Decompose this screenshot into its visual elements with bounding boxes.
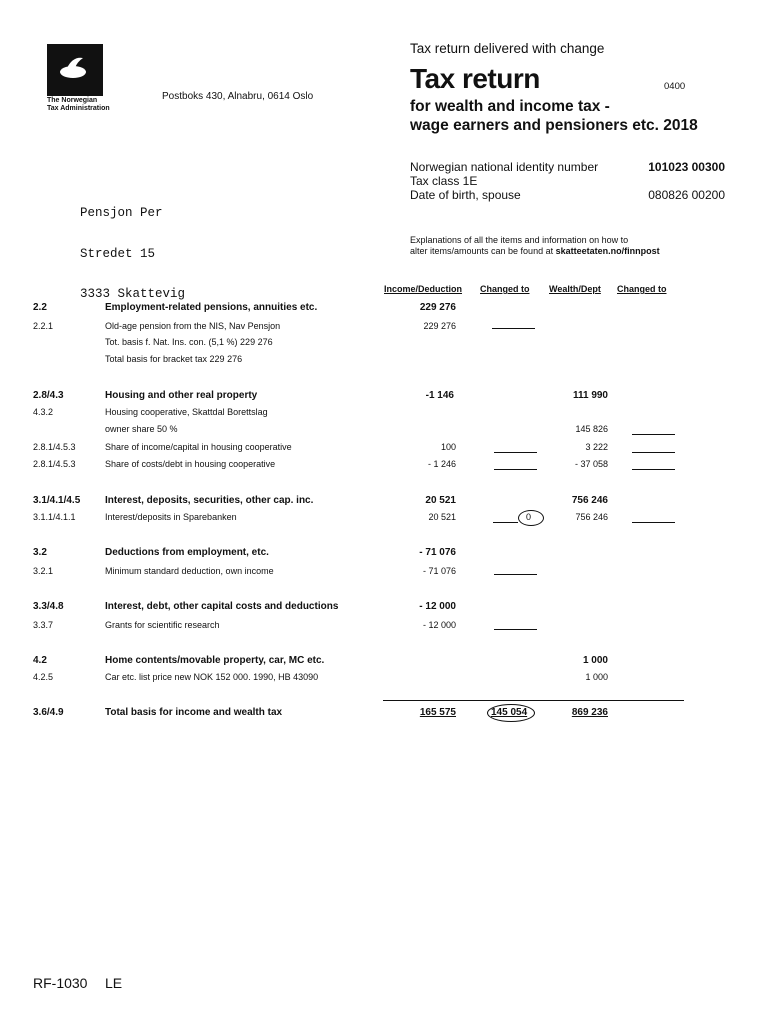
- row-description: Share of income/capital in housing cooperative: [105, 442, 292, 452]
- form-subtitle: Tax return delivered with change: [410, 41, 605, 56]
- row-wealth: - 37 058: [574, 459, 608, 469]
- row-description: Interest/deposits in Sparebanken: [105, 512, 237, 522]
- row-description: Home contents/movable property, car, MC etc.: [105, 655, 325, 666]
- explanation-line1: Explanations of all the items and information on how to: [410, 235, 629, 245]
- recipient-address: [80, 180, 185, 315]
- row-description: Interest, deposits, securities, other cap. inc.: [105, 495, 314, 506]
- total-income: 165 575: [419, 707, 456, 718]
- changed-to-income-field[interactable]: [494, 452, 537, 453]
- form-title: Tax return: [410, 63, 540, 94]
- row-code: 3.1.1/4.1.1: [33, 512, 76, 522]
- explanation-line2-prefix: alter items/amounts can be found at: [410, 246, 556, 256]
- row-code: 3.2: [33, 547, 47, 558]
- row-income: 100: [440, 442, 456, 452]
- spouse-dob-label: Date of birth, spouse: [410, 188, 521, 202]
- agency-name-line2: Tax Administration: [47, 105, 110, 112]
- spouse-dob-value: 080826 00200: [648, 188, 725, 202]
- row-wealth: 3 222: [585, 442, 608, 452]
- row-income: - 12 000: [422, 620, 456, 630]
- row-description: Employment-related pensions, annuities etc.: [105, 302, 318, 313]
- row-income: 229 276: [419, 302, 456, 313]
- changed-to-wealth-field[interactable]: [632, 469, 675, 470]
- row-income: -1 146: [425, 390, 454, 401]
- row-income: 229 276: [423, 321, 456, 331]
- tax-administration-logo: [47, 44, 103, 96]
- changed-to-wealth-field[interactable]: [632, 434, 675, 435]
- row-code: 3.2.1: [33, 566, 54, 576]
- total-code: 3.6/4.9: [33, 707, 64, 718]
- row-wealth: 756 246: [575, 512, 608, 522]
- column-income-deduction: Income/Deduction: [384, 284, 463, 294]
- row-wealth: 1 000: [585, 672, 608, 682]
- row-code: 3.3/4.8: [33, 601, 64, 612]
- row-description: Interest, debt, other capital costs and deductions: [105, 601, 339, 612]
- row-income: - 1 246: [427, 459, 456, 469]
- column-wealth-debt: Wealth/Dept: [549, 284, 601, 294]
- row-code: 4.2: [33, 655, 47, 666]
- changed-to-income-field[interactable]: [494, 469, 537, 470]
- row-wealth: 1 000: [582, 655, 608, 666]
- agency-name: [47, 97, 110, 113]
- row-description: Old-age pension from the NIS, Nav Pensjon: [105, 321, 281, 331]
- row-description: Housing cooperative, Skattdal Borettslag: [105, 407, 268, 417]
- row-code: 3.1/4.1/4.5: [33, 495, 81, 506]
- row-code: 2.8.1/4.5.3: [33, 442, 76, 452]
- row-wealth: 111 990: [572, 390, 608, 401]
- form-title-line2: for wealth and income tax -: [410, 98, 610, 115]
- recipient-name: Pensjon Per: [80, 206, 163, 220]
- row-income: - 12 000: [419, 601, 456, 612]
- row-code: 2.2: [33, 302, 47, 313]
- row-description: Car etc. list price new NOK 152 000. 1990, HB 43090: [105, 672, 319, 682]
- recipient-street: Stredet 15: [80, 246, 156, 261]
- changed-to-income-value[interactable]: 0: [526, 512, 532, 522]
- identity-labels: [410, 160, 598, 202]
- changed-to-income-field[interactable]: [493, 522, 518, 523]
- total-divider: [383, 700, 684, 701]
- changed-to-income-field[interactable]: [494, 629, 537, 630]
- row-income: - 71 076: [422, 566, 456, 576]
- row-code: 2.2.1: [33, 321, 54, 331]
- changed-to-income-field[interactable]: [492, 328, 535, 329]
- form-number: RF-1030: [33, 975, 88, 991]
- row-code: 2.8.1/4.5.3: [33, 459, 76, 469]
- column-changed-to-income: Changed to: [480, 284, 530, 294]
- recipient-city: 3333 Skattevig: [80, 287, 186, 301]
- nin-value: 101023 00300: [648, 160, 725, 174]
- column-changed-to-wealth: Changed to: [617, 284, 667, 294]
- row-description: Minimum standard deduction, own income: [105, 566, 274, 576]
- row-description: Housing and other real property: [105, 390, 258, 401]
- row-code: 4.2.5: [33, 672, 54, 682]
- row-code: 2.8/4.3: [33, 390, 64, 401]
- row-wealth: 756 246: [571, 495, 608, 506]
- changed-to-income-field[interactable]: [494, 574, 537, 575]
- form-title-sub: [410, 97, 698, 135]
- changed-to-wealth-field[interactable]: [632, 522, 675, 523]
- changed-total-income[interactable]: 145 054: [491, 707, 528, 718]
- logo-emblem-icon: [47, 44, 103, 96]
- row-description: Deductions from employment, etc.: [105, 547, 269, 558]
- explanation-link[interactable]: skatteetaten.no/finnpost: [555, 246, 660, 256]
- row-description: owner share 50 %: [105, 424, 178, 434]
- postal-address: Postboks 430, Alnabru, 0614 Oslo: [162, 91, 314, 102]
- nin-label: Norwegian national identity number: [410, 160, 599, 174]
- row-income: - 71 076: [419, 547, 456, 558]
- row-description: Share of costs/debt in housing cooperative: [105, 459, 276, 469]
- row-description: Tot. basis f. Nat. Ins. con. (5,1 %) 229 276: [105, 337, 273, 347]
- explanation-text: [410, 235, 660, 257]
- row-wealth: 145 826: [575, 424, 608, 434]
- row-income: 20 521: [428, 512, 456, 522]
- tax-class: Tax class 1E: [410, 174, 478, 188]
- form-title-line3: wage earners and pensioners etc. 2018: [410, 117, 698, 134]
- total-description: Total basis for income and wealth tax: [105, 707, 283, 718]
- agency-name-line1: The Norwegian: [47, 97, 98, 104]
- explanation-line2: [410, 246, 660, 257]
- form-language: LE: [105, 975, 123, 991]
- row-code: 4.3.2: [33, 407, 54, 417]
- changed-to-wealth-field[interactable]: [632, 452, 675, 453]
- row-description: Grants for scientific research: [105, 620, 220, 630]
- row-income: 20 521: [425, 495, 456, 506]
- row-code: 3.3.7: [33, 620, 54, 630]
- row-description: Total basis for bracket tax 229 276: [105, 354, 243, 364]
- form-code: 0400: [664, 81, 686, 92]
- total-wealth: 869 236: [571, 707, 608, 718]
